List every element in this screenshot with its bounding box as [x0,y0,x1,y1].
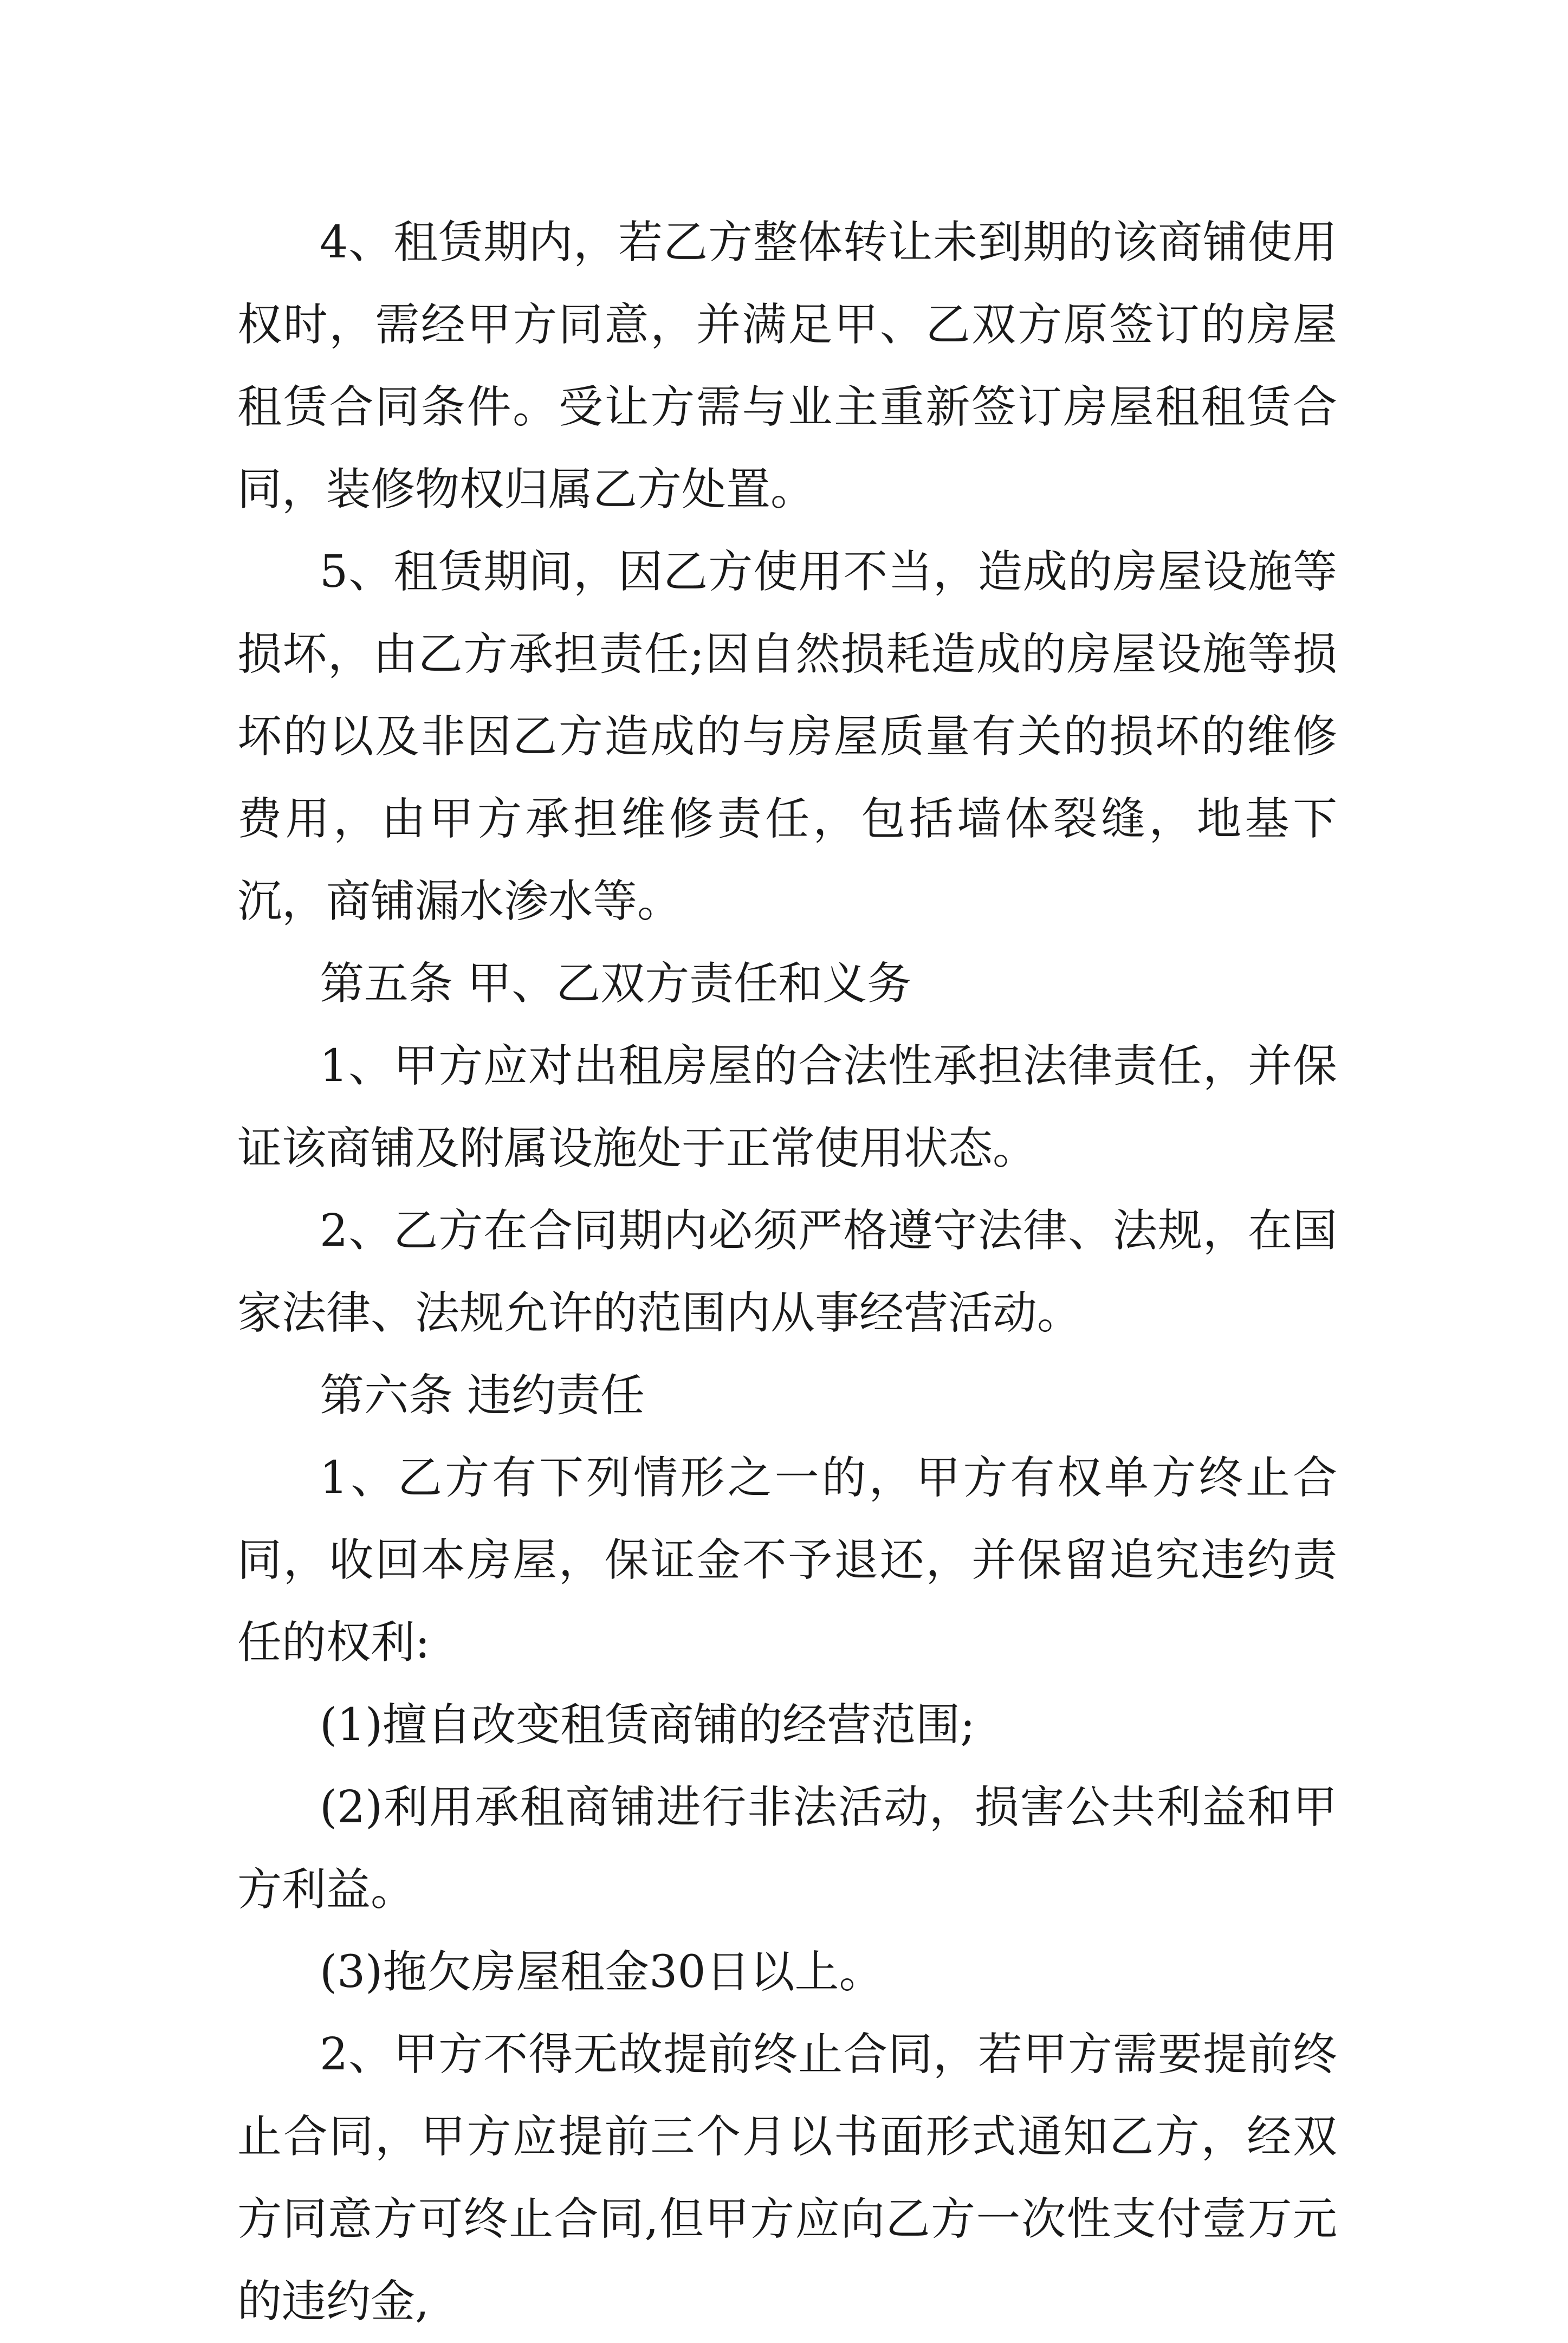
article-6-heading: 第六条 违约责任 [320,1370,645,1421]
article-6-item-1: 1、乙方有下列情形之一的，甲方有权单方终止合同，收回本房屋，保证金不予退还，并保留追究违约责任的权利: [237,1452,1337,1668]
article-5-item-2: 2、乙方在合同期内必须严格遵守法律、法规，在国家法律、法规允许的范围内从事经营活动。 [237,1205,1337,1339]
article-6-item-2: 2、甲方不得无故提前终止合同，若甲方需要提前终止合同，甲方应提前三个月以书面形式通知乙方，经双方同意方可终止合同,但甲方应向乙方一次性支付壹万元的违约金, [237,2029,1337,2327]
article-5-heading: 第五条 甲、乙双方责任和义务 [320,958,912,1009]
clause-4-paragraph: 4、租赁期内，若乙方整体转让未到期的该商铺使用权时，需经甲方同意，并满足甲、乙双方原签订的房屋租赁合同条件。受让方需与业主重新签订房屋租租赁合同，装修物权归属乙方处置。 [237,217,1337,515]
article-6-subitem-2: (2)利用承租商铺进行非法活动，损害公共利益和甲方利益。 [237,1782,1337,1915]
article-5-item-1: 1、甲方应对出租房屋的合法性承担法律责任，并保证该商铺及附属设施处于正常使用状态。 [237,1040,1337,1174]
document-body [237,202,1337,2343]
article-6-subitem-1: (1)擅自改变租赁商铺的经营范围; [320,1699,975,1751]
clause-5-paragraph: 5、租赁期间，因乙方使用不当，造成的房屋设施等损坏，由乙方承担责任;因自然损耗造成的房屋设施等损坏的以及非因乙方造成的与房屋质量有关的损坏的维修费用，由甲方承担维修责任，包括墙体裂缝，地基下沉，商铺漏水渗水等。 [237,546,1337,927]
article-6-subitem-3: (3)拖欠房屋租金30日以上。 [320,1946,884,1998]
